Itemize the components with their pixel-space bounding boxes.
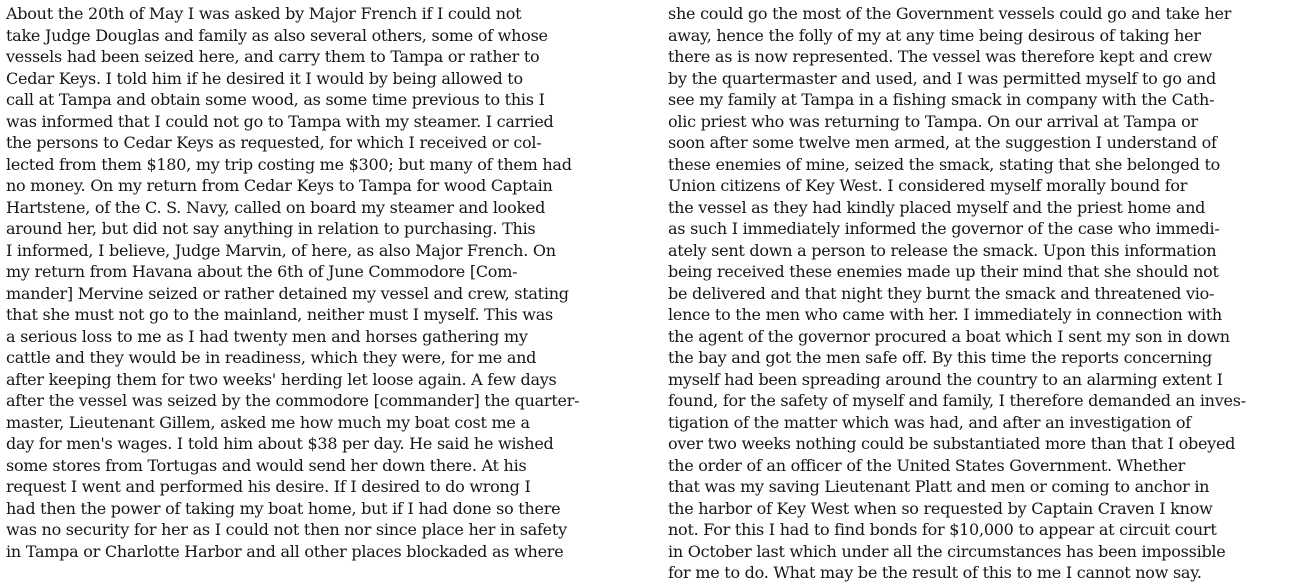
text-line: over two weeks nothing could be substantiated more than that I obeyed <box>668 434 1236 453</box>
text-line: mander] Mervine seized or rather detained my vessel and crew, stating <box>6 283 569 303</box>
text-line: as such I immediately informed the governor of the case who immedi- <box>668 219 1220 238</box>
text-line: call at Tampa and obtain some wood, as some time previous to this I <box>6 90 545 109</box>
text-line: around her, but did not say anything in relation to purchasing. This <box>6 219 536 238</box>
text-line: for me to do. What may be the result of this to me I cannot now say. <box>668 563 1202 582</box>
text-line: lected from them $180, my trip costing me $300; but many of them had <box>6 154 572 174</box>
text-line: myself had been spreading around the country to an alarming extent I <box>668 369 1223 389</box>
text-line: by the quartermaster and used, and I was permitted myself to go and <box>668 68 1216 88</box>
text-line: lence to the men who came with her. I immediately in connection with <box>668 305 1222 324</box>
text-line: had then the power of taking my boat home, but if I had done so there <box>6 498 561 518</box>
text-line: Hartstene, of the C. S. Navy, called on board my steamer and looked <box>6 197 546 217</box>
text-line: away, hence the folly of my at any time being desirous of taking her <box>668 25 1201 45</box>
text-line: master, Lieutenant Gillem, asked me how much my boat cost me a <box>6 412 530 432</box>
text-line: olic priest who was returning to Tampa. On our arrival at Tampa or <box>668 111 1198 131</box>
right-column <box>668 3 1304 584</box>
text-line: my return from Havana about the 6th of June Commodore [Com- <box>6 262 518 281</box>
text-line: no money. On my return from Cedar Keys to Tampa for wood Captain <box>6 176 553 195</box>
text-line: that she must not go to the mainland, neither must I myself. This was <box>6 305 553 324</box>
text-line: the order of an officer of the United States Government. Whether <box>668 455 1186 475</box>
text-line: Cedar Keys. I told him if he desired it I would by being allowed to <box>6 68 523 88</box>
text-line: the persons to Cedar Keys as requested, for which I received or col- <box>6 133 542 152</box>
text-line: day for men's wages. I told him about $38 per day. He said he wished <box>6 434 554 453</box>
text-line: ately sent down a person to release the smack. Upon this information <box>668 240 1217 260</box>
text-line: she could go the most of the Government vessels could go and take her <box>668 4 1232 23</box>
text-line: be delivered and that night they burnt the smack and threatened vio- <box>668 283 1215 303</box>
text-line: some stores from Tortugas and would send her down there. At his <box>6 455 527 475</box>
text-line: there as is now represented. The vessel was therefore kept and crew <box>668 47 1213 66</box>
text-line: soon after some twelve men armed, at the suggestion I understand of <box>668 133 1217 152</box>
text-line: request I went and performed his desire. If I desired to do wrong I <box>6 477 531 496</box>
left-column <box>6 3 646 562</box>
text-line: the bay and got the men safe off. By this time the reports concerning <box>668 348 1213 367</box>
text-line: About the 20th of May I was asked by Major French if I could not <box>6 4 522 23</box>
text-line: I informed, I believe, Judge Marvin, of here, as also Major French. On <box>6 240 556 260</box>
text-line: in October last which under all the circumstances has been impossible <box>668 541 1226 561</box>
text-line: Union citizens of Key West. I considered myself morally bound for <box>668 176 1188 195</box>
text-line: a serious loss to me as I had twenty men and horses gathering my <box>6 326 528 346</box>
text-line: in Tampa or Charlotte Harbor and all other places blockaded as where <box>6 541 564 561</box>
text-line: after keeping them for two weeks' herding let loose again. A few days <box>6 369 557 389</box>
text-line: the vessel as they had kindly placed myself and the priest home and <box>668 197 1206 217</box>
text-line: these enemies of mine, seized the smack, stating that she belonged to <box>668 154 1221 174</box>
text-line: tigation of the matter which was had, and after an investigation of <box>668 412 1191 432</box>
text-line: vessels had been seized here, and carry them to Tampa or rather to <box>6 47 540 66</box>
text-line: take Judge Douglas and family as also several others, some of whose <box>6 25 548 45</box>
text-line: was informed that I could not go to Tampa with my steamer. I carried <box>6 111 554 131</box>
text-line: after the vessel was seized by the commodore [commander] the quarter- <box>6 391 580 410</box>
text-line: found, for the safety of myself and family, I therefore demanded an inves- <box>668 391 1246 410</box>
text-line: not. For this I had to find bonds for $10,000 to appear at circuit court <box>668 520 1217 539</box>
text-line: the agent of the governor procured a boat which I sent my son in down <box>668 326 1230 346</box>
text-line: being received these enemies made up their mind that she should not <box>668 262 1219 281</box>
text-line: the harbor of Key West when so requested by Captain Craven I know <box>668 498 1213 518</box>
text-line: was no security for her as I could not then nor since place her in safety <box>6 520 567 539</box>
text-line: see my family at Tampa in a fishing smack in company with the Cath- <box>668 90 1215 109</box>
text-line: that was my saving Lieutenant Platt and men or coming to anchor in <box>668 477 1210 496</box>
text-line: cattle and they would be in readiness, which they were, for me and <box>6 348 537 367</box>
